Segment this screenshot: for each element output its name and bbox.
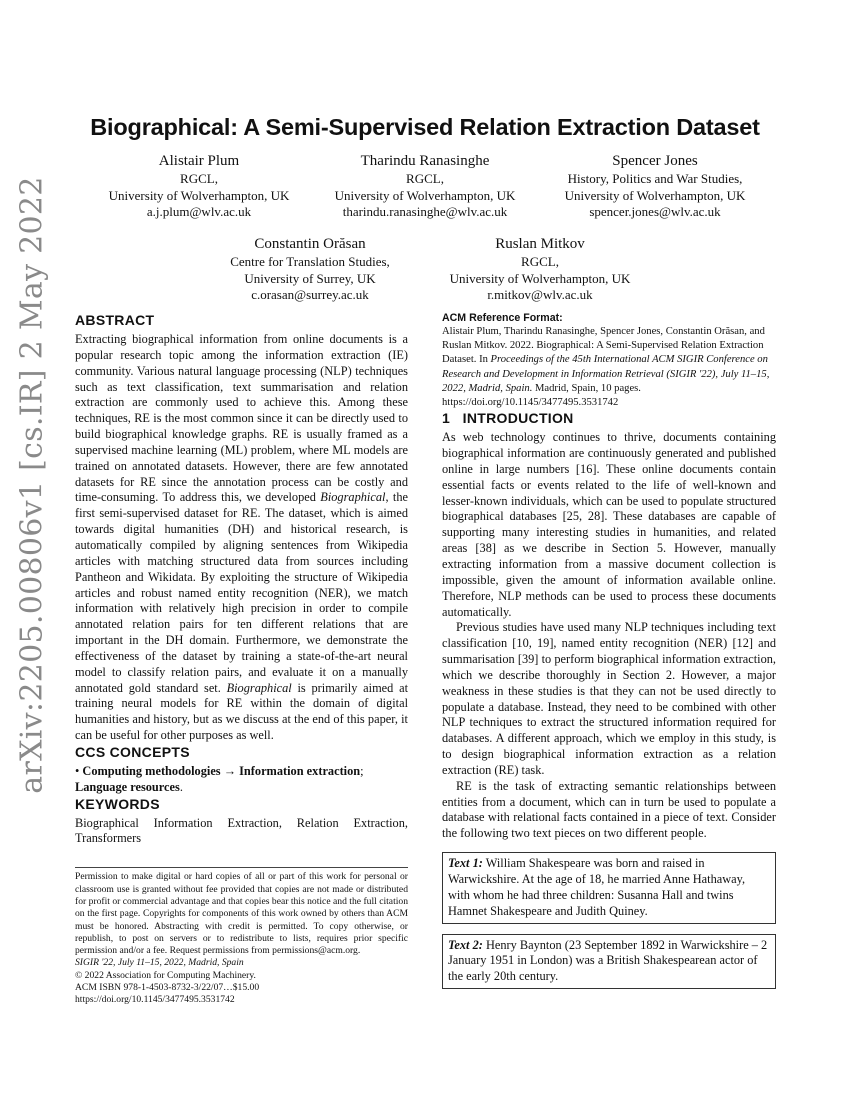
author-affiliation: University of Wolverhampton, UK bbox=[449, 270, 631, 286]
author-affiliation: Centre for Translation Studies, bbox=[230, 254, 390, 269]
text-example-box: Text 2: Henry Baynton (23 September 1892 in Warwickshire – 2 January 1951 in London) was a British Shakespearean actor of the early 20th century. bbox=[442, 934, 776, 990]
intro-paragraph: RE is the task of extracting semantic relationships between entities from a document, which can in turn be used to populate a database with relational facts contained in a piece of text. Consider the following two text pieces on two different people. bbox=[442, 778, 776, 841]
intro-paragraph: Previous studies have used many NLP techniques including text classification [10, 19], named entity recognition (NER) [12] and summarisation [39] to perform biographical information extraction, which we describe thoroughly in Section 2. However, a major weakness in these studies is that they can not be used directly to populate a database. Instead, they need to be combined with other NLP techniques to extract the structured information required for databases. A different approach, which we employ in this study, is to design biographical information extraction as a relation extraction (RE) task. bbox=[442, 620, 776, 777]
introduction-heading: 1 INTRODUCTION bbox=[442, 410, 574, 427]
paper-title: Biographical: A Semi-Supervised Relation Extraction Dataset bbox=[90, 114, 760, 140]
acm-reference-text: Alistair Plum, Tharindu Ranasinghe, Spencer Jones, Constantin Orăsan, and Ruslan Mitkov. 2022. Biographical: A Semi-Supervised Relation Extraction Dataset. In Proceedings of the 45th International ACM SIGIR Conference on Research and Development in Information Retrieval (SIGIR '22), July 11–15, 2022, Madrid, Spain. Madrid, Spain, 10 pages. https://doi.org/10.1145/3477495.3531742 bbox=[442, 326, 770, 409]
author-affiliation: RGCL, bbox=[521, 254, 559, 269]
author-email: tharindu.ranasinghe@wlv.ac.uk bbox=[342, 204, 508, 219]
ccs-text: • Computing methodologies → Information extraction; Language resources. bbox=[75, 763, 364, 794]
footnote-divider bbox=[75, 867, 408, 868]
author-email: spencer.jones@wlv.ac.uk bbox=[589, 204, 721, 219]
author-affiliation: University of Wolverhampton, UK bbox=[108, 187, 290, 203]
author-affiliation: University of Surrey, UK bbox=[244, 270, 376, 286]
author-block bbox=[75, 152, 323, 221]
intro-paragraph: As web technology continues to thrive, documents containing biographical information are continuously generated and published online in large numbers [16]. These online documents contain essential facts or events related to the life of well-known and lesser-known individuals, which can be used to populate structured biographical databases [25, 28]. These databases are capable of supporting many interesting studies in humanities, and related areas [38] as we describe in Section 5. However, manually extracting information from a massive document collection is impossible, given the amount of information available online. Therefore, NLP methods can be used to process these documents automatically. bbox=[442, 430, 776, 619]
conference-info: SIGIR '22, July 11–15, 2022, Madrid, Spain bbox=[75, 957, 244, 969]
arxiv-identifier bbox=[8, 176, 56, 794]
abstract-text: Extracting biographical information from online documents is a popular research topic among the information extraction (IE) community. Various natural language processing (NLP) techniques such as text classification, text summarisation and relation extraction are commonly used to achieve this. Among these techniques, RE is the most common since it can be directly used to build biographical knowledge graphs. RE is usually framed as a supervised machine learning (ML) problem, where ML models are trained on annotated datasets. However, there are few annotated datasets for RE since the annotation process can be costly and time-consuming. To address this, we developed Biographical, the first semi-supervised dataset for RE. The dataset, which is aimed towards digital humanities (DH) and historical research, is automatically compiled by aligning sentences from Wikipedia articles with matching structured data from sources including Pantheon and Wikidata. By exploiting the structure of Wikipedia articles and robust named entity recognition (NER), we match information with relatively high precision in order to compile annotated relation pairs for ten different relations that are important in the DH domain. Furthermore, we demonstrate the effectiveness of the dataset by training a state-of-the-art neural model to classify relation pairs, and evaluate it on a manually annotated gold standard set. Biographical is primarily aimed at training neural models for RE within the domain of digital humanities and history, but as we discuss at the end of this paper, it can be useful for other purposes as well. bbox=[75, 332, 408, 743]
author-name: Tharindu Ranasinghe bbox=[360, 153, 490, 169]
right-column bbox=[442, 312, 776, 989]
copyright-line: © 2022 Association for Computing Machinery. bbox=[75, 969, 256, 981]
abstract-heading: ABSTRACT bbox=[75, 312, 155, 328]
author-name: Alistair Plum bbox=[158, 153, 240, 169]
left-column bbox=[75, 312, 408, 1007]
keywords-heading: KEYWORDS bbox=[75, 795, 160, 812]
acm-reference-heading: ACM Reference Format: bbox=[442, 312, 563, 324]
keywords-text: Biographical Information Extraction, Relation Extraction, Transformers bbox=[75, 815, 408, 846]
isbn-line: ACM ISBN 978-1-4503-8732-3/22/07…$15.00 bbox=[75, 981, 260, 993]
ccs-heading: CCS CONCEPTS bbox=[75, 743, 190, 760]
author-affiliation: RGCL, bbox=[406, 171, 444, 186]
author-email: r.mitkov@wlv.ac.uk bbox=[487, 287, 593, 302]
arxiv-identifier-text: arXiv:2205.00806v1 [cs.IR] 2 May 2022 bbox=[14, 176, 50, 794]
author-affiliation: RGCL, bbox=[180, 171, 218, 186]
author-email: a.j.plum@wlv.ac.uk bbox=[146, 204, 252, 219]
author-name: Constantin Orăsan bbox=[254, 236, 366, 252]
author-affiliation: History, Politics and War Studies, bbox=[567, 171, 743, 186]
author-affiliation: University of Wolverhampton, UK bbox=[564, 187, 746, 203]
doi-line: https://doi.org/10.1145/3477495.3531742 bbox=[75, 994, 235, 1006]
author-block bbox=[190, 235, 430, 304]
permission-notice: Permission to make digital or hard copies of all or part of this work for personal or classroom use is granted without fee provided that copies are not made or distributed for profit or commercial advantage and that copies bear this notice and the full citation on the first page. Copyrights for components of this work owned by others than ACM must be honored. Abstracting with credit is permitted. To copy otherwise, or republish, to post on servers or to redistribute to lists, requires prior specific permission and/or a fee. Request permissions from permissions@acm.org. bbox=[75, 871, 408, 957]
text-example-box: Text 1: William Shakespeare was born and raised in Warwickshire. At the age of 18, he married Anne Hathaway, with whom he had three children: Susanna Hall and twins Hamnet Shakespeare and Judith Quiney. bbox=[442, 852, 776, 923]
author-name: Ruslan Mitkov bbox=[495, 236, 585, 252]
author-block bbox=[300, 152, 550, 221]
author-block bbox=[530, 152, 780, 221]
author-email: c.orasan@surrey.ac.uk bbox=[251, 287, 369, 302]
author-name: Spencer Jones bbox=[612, 153, 698, 169]
author-affiliation: University of Wolverhampton, UK bbox=[334, 187, 516, 203]
author-block bbox=[420, 235, 660, 304]
